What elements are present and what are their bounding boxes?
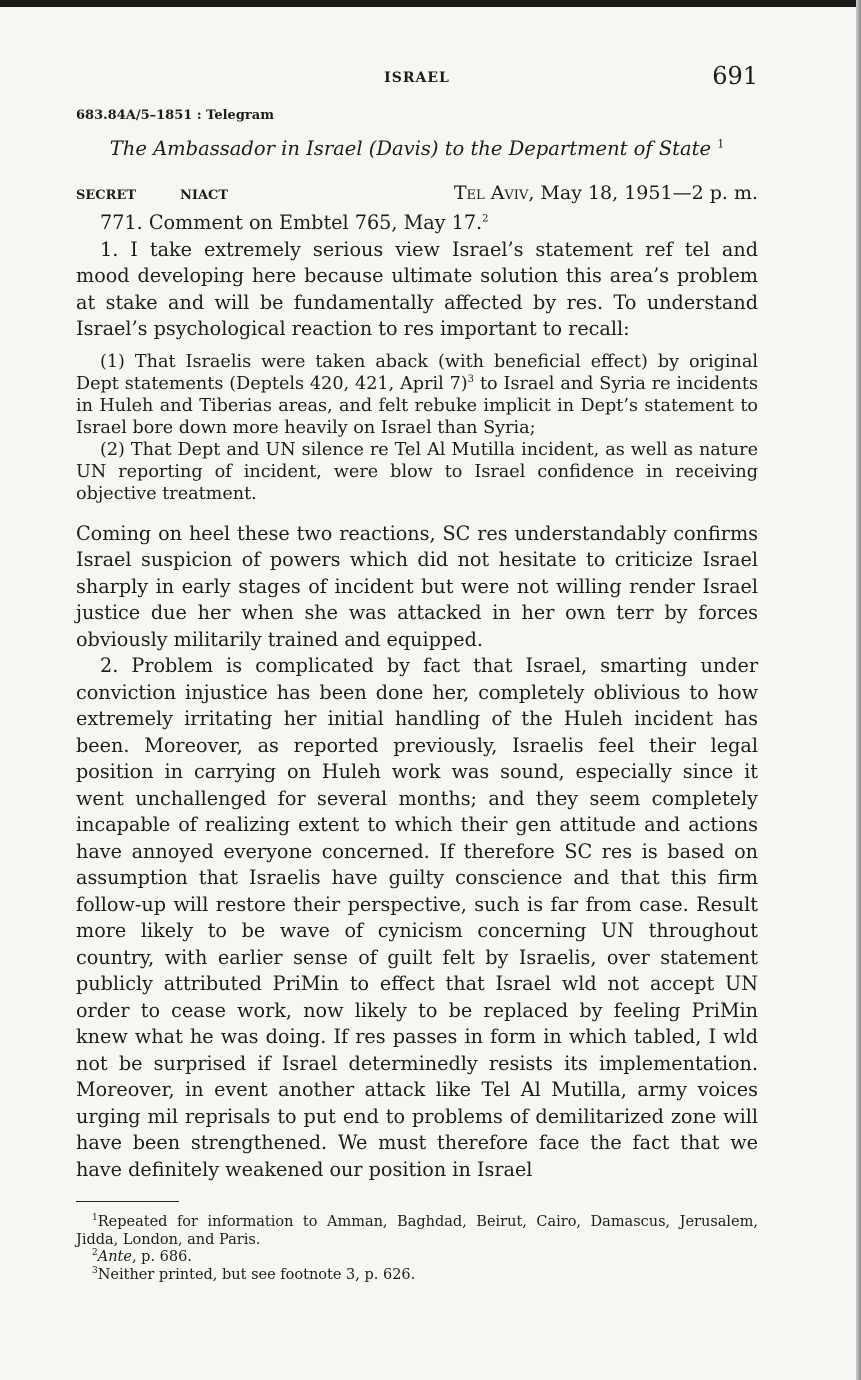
footnote-3-text: Neither printed, but see footnote 3, p. 626.: [97, 1266, 416, 1283]
footnote-2-mark: 2: [92, 1248, 98, 1259]
footnote-ref-3: 3: [467, 373, 475, 385]
paragraph-2: 2. Problem is complicated by fact that Israel, smarting under conviction injustice has been done her, completely oblivious to how extremely irritating her initial handling of the Huleh incident has been. Moreover, as reported previously, Israelis feel their legal position in carrying on Huleh work was sound, especially since it went unchallenged for several months; and they seem completely incapable of realizing extent to which their gen attitude and actions have annoyed everyone concerned. If therefore SC res is based on assumption that Israelis have guilty conscience and that this firm follow-up will restore their perspective, such is far from case. Result more likely to be wave of cynicism concerning UN throughout country, with earlier sense of guilt felt by Israelis, over statement publicly attributed PriMin to effect that Israel wld not accept UN order to cease work, now likely to be replaced by feeling PriMin knew what he was doing. If res passes in form in which tabled, I wld not be surprised if Israel determinedly resists its implementation. Moreover, in event another attack like Tel Al Mutilla, army voices urging mil reprisals to put end to problems of demilitarized zone will have been strengthened. We must therefore face the fact that we have definitely weakened our position in Israel: [76, 654, 758, 1181]
footnote-2-italic: Ante: [97, 1249, 132, 1265]
dateline: [454, 182, 758, 204]
document-title-text: The Ambassador in Israel (Davis) to the Department of State: [109, 137, 712, 160]
paragraph-coming-on-heel: Coming on heel these two reactions, SC res understandably confirms Israel suspicion of powers which did not hesitate to criticize Israel sharply in early stages of incident but were not willing render Israel justice due her when she was attacked in her own terr by forces obviously militarily trained and equipped.: [76, 521, 758, 651]
running-title: ISRAEL: [384, 70, 450, 86]
footnote-1-text: Repeated for information to Amman, Baghdad, Beirut, Cairo, Damascus, Jerusalem, Jidda, London, and Paris.: [76, 1214, 758, 1248]
classification: SECRET: [76, 188, 137, 203]
paragraph-771-text: 771. Comment on Embtel 765, May 17.: [100, 211, 483, 234]
recall-item-1-b: to Israel and Syria re incidents in Huleh and Tiberias areas, and felt rebuke implicit in Dept’s statement to Israel bore down more heavily on Israel than Syria;: [76, 373, 758, 438]
priority: NIACT: [180, 188, 229, 203]
page-number: 691: [712, 62, 758, 90]
recall-item-1: [76, 351, 758, 439]
footnotes: [76, 1214, 758, 1284]
footnote-3-mark: 3: [92, 1265, 98, 1276]
paragraph-1: 1. I take extremely serious view Israel’s statement ref tel and mood developing here because ultimate solution this area’s problem at stake and will be fundamentally affected by res. To understand Israel’s psychological reaction to res important to recall:: [76, 237, 758, 340]
recall-item-2: (2) That Dept and UN silence re Tel Al Mutilla incident, as well as nature UN reporting of incident, were blow to Israel confidence in receiving objective treatment.: [76, 439, 758, 504]
dateline-city: Tel Aviv: [453, 182, 529, 204]
footnote-rule: [76, 1201, 179, 1202]
file-reference: 683.84A/5–1851 : Telegram: [76, 108, 274, 123]
telegram-meta: [76, 182, 758, 210]
footnote-2-text: , p. 686.: [131, 1249, 192, 1265]
footnote-2: [76, 1249, 758, 1267]
footnote-ref-2: 2: [482, 213, 489, 225]
document-title: [76, 137, 758, 160]
telegram-body: [76, 210, 758, 1183]
paragraph-771: [76, 210, 758, 237]
dateline-date: , May 18, 1951—2 p. m.: [528, 182, 758, 204]
footnote-ref-1: 1: [717, 137, 725, 151]
footnote-1: [76, 1214, 758, 1249]
recall-list: [76, 351, 758, 505]
recall-item-1-a: (1) That Israelis were taken aback (with beneficial effect) by original Dept statements (Deptels 420, 421, April 7): [76, 351, 758, 394]
scan-right-edge: [856, 0, 861, 1380]
document-page: [76, 60, 758, 1284]
scan-top-edge: [0, 0, 861, 7]
footnote-3: [76, 1267, 758, 1285]
page-header: [76, 60, 758, 104]
footnote-1-mark: 1: [92, 1213, 98, 1224]
